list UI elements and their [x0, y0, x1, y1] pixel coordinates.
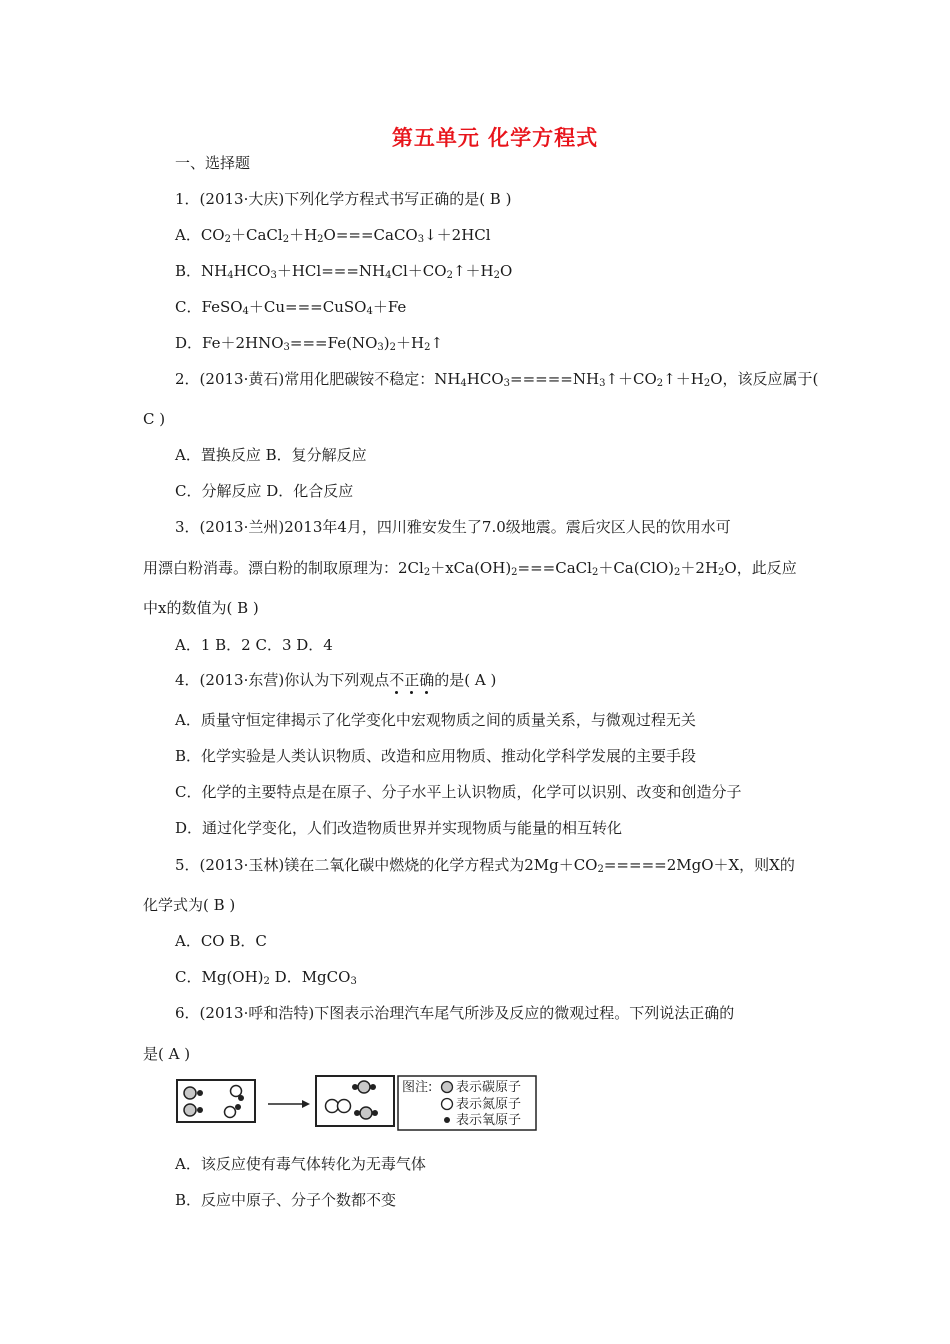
formula-text: =====NH [510, 370, 600, 388]
q3-line3: 中x的数值为( B ) [143, 599, 259, 617]
q5-line2: 化学式为( B ) [143, 896, 236, 914]
legend-title: 图注: [402, 1080, 433, 1095]
legend-oxygen: 表示氧原子 [456, 1113, 522, 1128]
nitrogen-atom-icon [442, 1099, 453, 1110]
formula-text: O===CaCO [323, 226, 418, 244]
subscript: 4 [242, 306, 249, 317]
legend-carbon: 表示碳原子 [456, 1080, 522, 1095]
formula-text: O，该反应属于( [710, 370, 819, 388]
q3-line2 [143, 558, 797, 578]
subscript: 2 [263, 976, 270, 987]
formula-text: ↑＋H [663, 370, 704, 388]
formula-text: ＋CaCl [230, 226, 283, 244]
formula-text: ↑＋H [452, 262, 494, 280]
formula-text: =====2MgO＋X，则X的 [603, 856, 795, 874]
formula-text: O，此反应 [724, 559, 797, 577]
subscript: 4 [366, 306, 373, 317]
q4-emphasis-2: 正 [404, 671, 420, 689]
subscript: 4 [460, 378, 467, 389]
q2-stem [175, 369, 818, 389]
q5-options-2 [175, 967, 357, 987]
q1-option-d [175, 333, 443, 353]
q1-option-b [175, 261, 512, 281]
q2-options-2: C．分解反应 D．化合反应 [175, 482, 354, 500]
q2-stem-cont: C ) [143, 410, 166, 428]
q1-stem: 1．(2013·大庆)下列化学方程式书写正确的是( B ) [175, 190, 512, 208]
formula-text: HCO [466, 370, 504, 388]
formula-text: C．Mg(OH) [175, 968, 264, 986]
subscript: 2 [674, 567, 681, 578]
subscript: 3 [283, 342, 290, 353]
q5-options-1: A．CO B．C [175, 932, 267, 950]
formula-text: 2．(2013·黄石)常用化肥碳铵不稳定：NH [175, 370, 461, 388]
q2-options-1: A．置换反应 B．复分解反应 [175, 446, 367, 464]
formula-text: 5．(2013·玉林)镁在二氧化碳中燃烧的化学方程式为2Mg＋CO [175, 856, 598, 874]
formula-text: ===CaCl [517, 559, 592, 577]
subscript: 2 [224, 234, 231, 245]
q4-option-d: D．通过化学变化，人们改造物质世界并实现物质与能量的相互转化 [175, 819, 623, 837]
q3-options: A．1 B．2 C．3 D．4 [175, 636, 333, 654]
subscript: 3 [350, 976, 357, 987]
subscript: 2 [718, 567, 725, 578]
subscript: 2 [511, 567, 518, 578]
subscript: 3 [377, 342, 384, 353]
page-title: 第五单元 化学方程式 [391, 126, 599, 150]
subscript: 2 [703, 378, 711, 389]
subscript: 2 [317, 234, 324, 245]
formula-text: A．CO [175, 226, 225, 244]
formula-text: ＋H [289, 226, 318, 244]
q3-stem: 3．(2013·兰州)2013年4月，四川雅安发生了7.0级地震。震后灾区人民的饮用水可 [175, 518, 731, 536]
formula-text: ===Fe(NO [289, 334, 378, 352]
formula-text: C．FeSO [175, 298, 243, 316]
oxygen-atom-icon [444, 1117, 450, 1123]
formula-text: ＋xCa(OH) [430, 559, 512, 577]
reaction-diagram [170, 1072, 550, 1134]
section-heading: 一、选择题 [175, 154, 251, 172]
formula-text: Cl＋CO [391, 262, 447, 280]
q1-option-c [175, 297, 406, 317]
q4-emphasis-3: 确 [419, 671, 435, 689]
subscript: 3 [270, 270, 277, 281]
q5-stem [175, 855, 795, 875]
formula-text: ＋H [395, 334, 425, 352]
formula-text: ＋HCl===NH [276, 262, 386, 280]
q6-stem: 6．(2013·呼和浩特)下图表示治理汽车尾气所涉及反应的微观过程。下列说法正确的 [175, 1004, 735, 1022]
subscript: 2 [282, 234, 290, 245]
carbon-atom-icon [442, 1082, 453, 1093]
formula-text: ＋Fe [372, 298, 407, 316]
formula-text: HCO [233, 262, 271, 280]
q6-option-a: A．该反应使有毒气体转化为无毒气体 [175, 1155, 426, 1173]
formula-text: ) [383, 334, 390, 352]
reaction-arrow [268, 1100, 310, 1108]
formula-text: ↑＋CO [605, 370, 657, 388]
formula-text: B．NH [175, 262, 228, 280]
q1-option-a [175, 225, 491, 245]
formula-text: D．Fe＋2HNO [175, 334, 284, 352]
subscript: 4 [227, 270, 234, 281]
subscript: 3 [599, 378, 606, 389]
formula-text: D．MgCO [269, 968, 351, 986]
q4-stem-post: 的是( A ) [434, 671, 497, 689]
formula-text: ＋2H [680, 559, 719, 577]
q4-stem-pre: 4．(2013·东营)你认为下列观点 [175, 671, 390, 689]
subscript: 2 [493, 270, 500, 281]
q6-option-b: B．反应中原子、分子个数都不变 [175, 1191, 397, 1209]
formula-text: O [499, 262, 513, 280]
formula-text: ↓＋2HCl [424, 226, 491, 244]
formula-text: ＋Ca(ClO) [598, 559, 675, 577]
subscript: 3 [503, 378, 511, 389]
q4-option-a: A．质量守恒定律揭示了化学变化中宏观物质之间的质量关系，与微观过程无关 [175, 711, 696, 729]
formula-text: 用漂白粉消毒。漂白粉的制取原理为：2Cl [143, 559, 424, 577]
subscript: 2 [656, 378, 664, 389]
formula-text: ＋Cu===CuSO [248, 298, 367, 316]
subscript: 3 [417, 234, 425, 245]
q4-option-c: C．化学的主要特点是在原子、分子水平上认识物质，化学可以识别、改变和创造分子 [175, 783, 742, 801]
subscript: 2 [423, 567, 431, 578]
q6-line2: 是( A ) [143, 1045, 191, 1063]
q4-stem [175, 670, 496, 690]
subscript: 2 [591, 567, 599, 578]
q4-emphasis-1: 不 [389, 671, 405, 689]
q4-option-b: B．化学实验是人类认识物质、改造和应用物质、推动化学科学发展的主要手段 [175, 747, 697, 765]
legend-nitrogen: 表示氮原子 [456, 1097, 522, 1112]
subscript: 2 [597, 864, 604, 875]
subscript: 2 [389, 342, 396, 353]
subscript: 2 [446, 270, 453, 281]
subscript: 4 [385, 270, 392, 281]
formula-text: ↑ [430, 334, 444, 352]
subscript: 2 [424, 342, 431, 353]
